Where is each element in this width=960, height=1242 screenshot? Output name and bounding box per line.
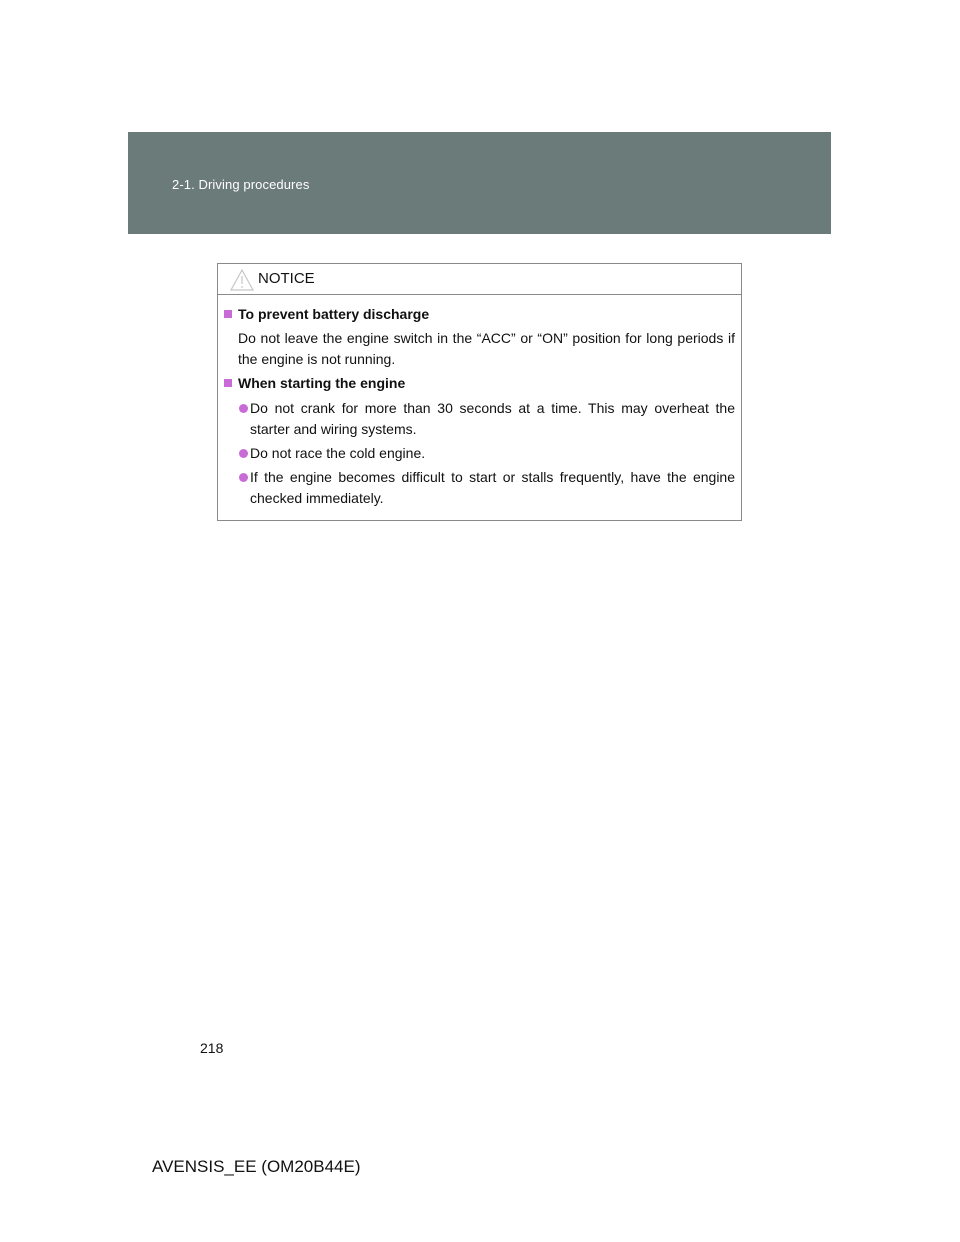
section-heading — [224, 375, 405, 391]
header-band — [128, 132, 831, 234]
bullet-text: Do not crank for more than 30 seconds at a time. This may overheat the starter and wiring systems. — [250, 400, 735, 437]
bullet-item — [239, 443, 735, 464]
notice-title: NOTICE — [258, 270, 315, 287]
square-bullet-icon — [224, 379, 232, 387]
round-bullet-icon — [239, 473, 248, 482]
bullet-item — [239, 467, 735, 509]
bullet-item — [239, 398, 735, 440]
bullet-text: If the engine becomes difficult to start or stalls frequently, have the engine checked immediately. — [250, 469, 735, 506]
bullet-text: Do not race the cold engine. — [250, 445, 426, 461]
round-bullet-icon — [239, 449, 248, 458]
section-heading — [224, 306, 429, 322]
notice-header — [218, 264, 741, 295]
section-heading-text: To prevent battery discharge — [238, 306, 430, 322]
section-title: 2-1. Driving procedures — [172, 177, 310, 192]
square-bullet-icon — [224, 310, 232, 318]
notice-box — [217, 263, 742, 521]
section-heading-text: When starting the engine — [238, 375, 406, 391]
round-bullet-icon — [239, 404, 248, 413]
manual-code: AVENSIS_EE (OM20B44E) — [152, 1157, 361, 1176]
warning-triangle-icon — [230, 269, 254, 291]
section-paragraph: Do not leave the engine switch in the “ACC” or “ON” position for long periods if the engine is not running. — [238, 330, 735, 367]
page-number: 218 — [200, 1040, 224, 1056]
